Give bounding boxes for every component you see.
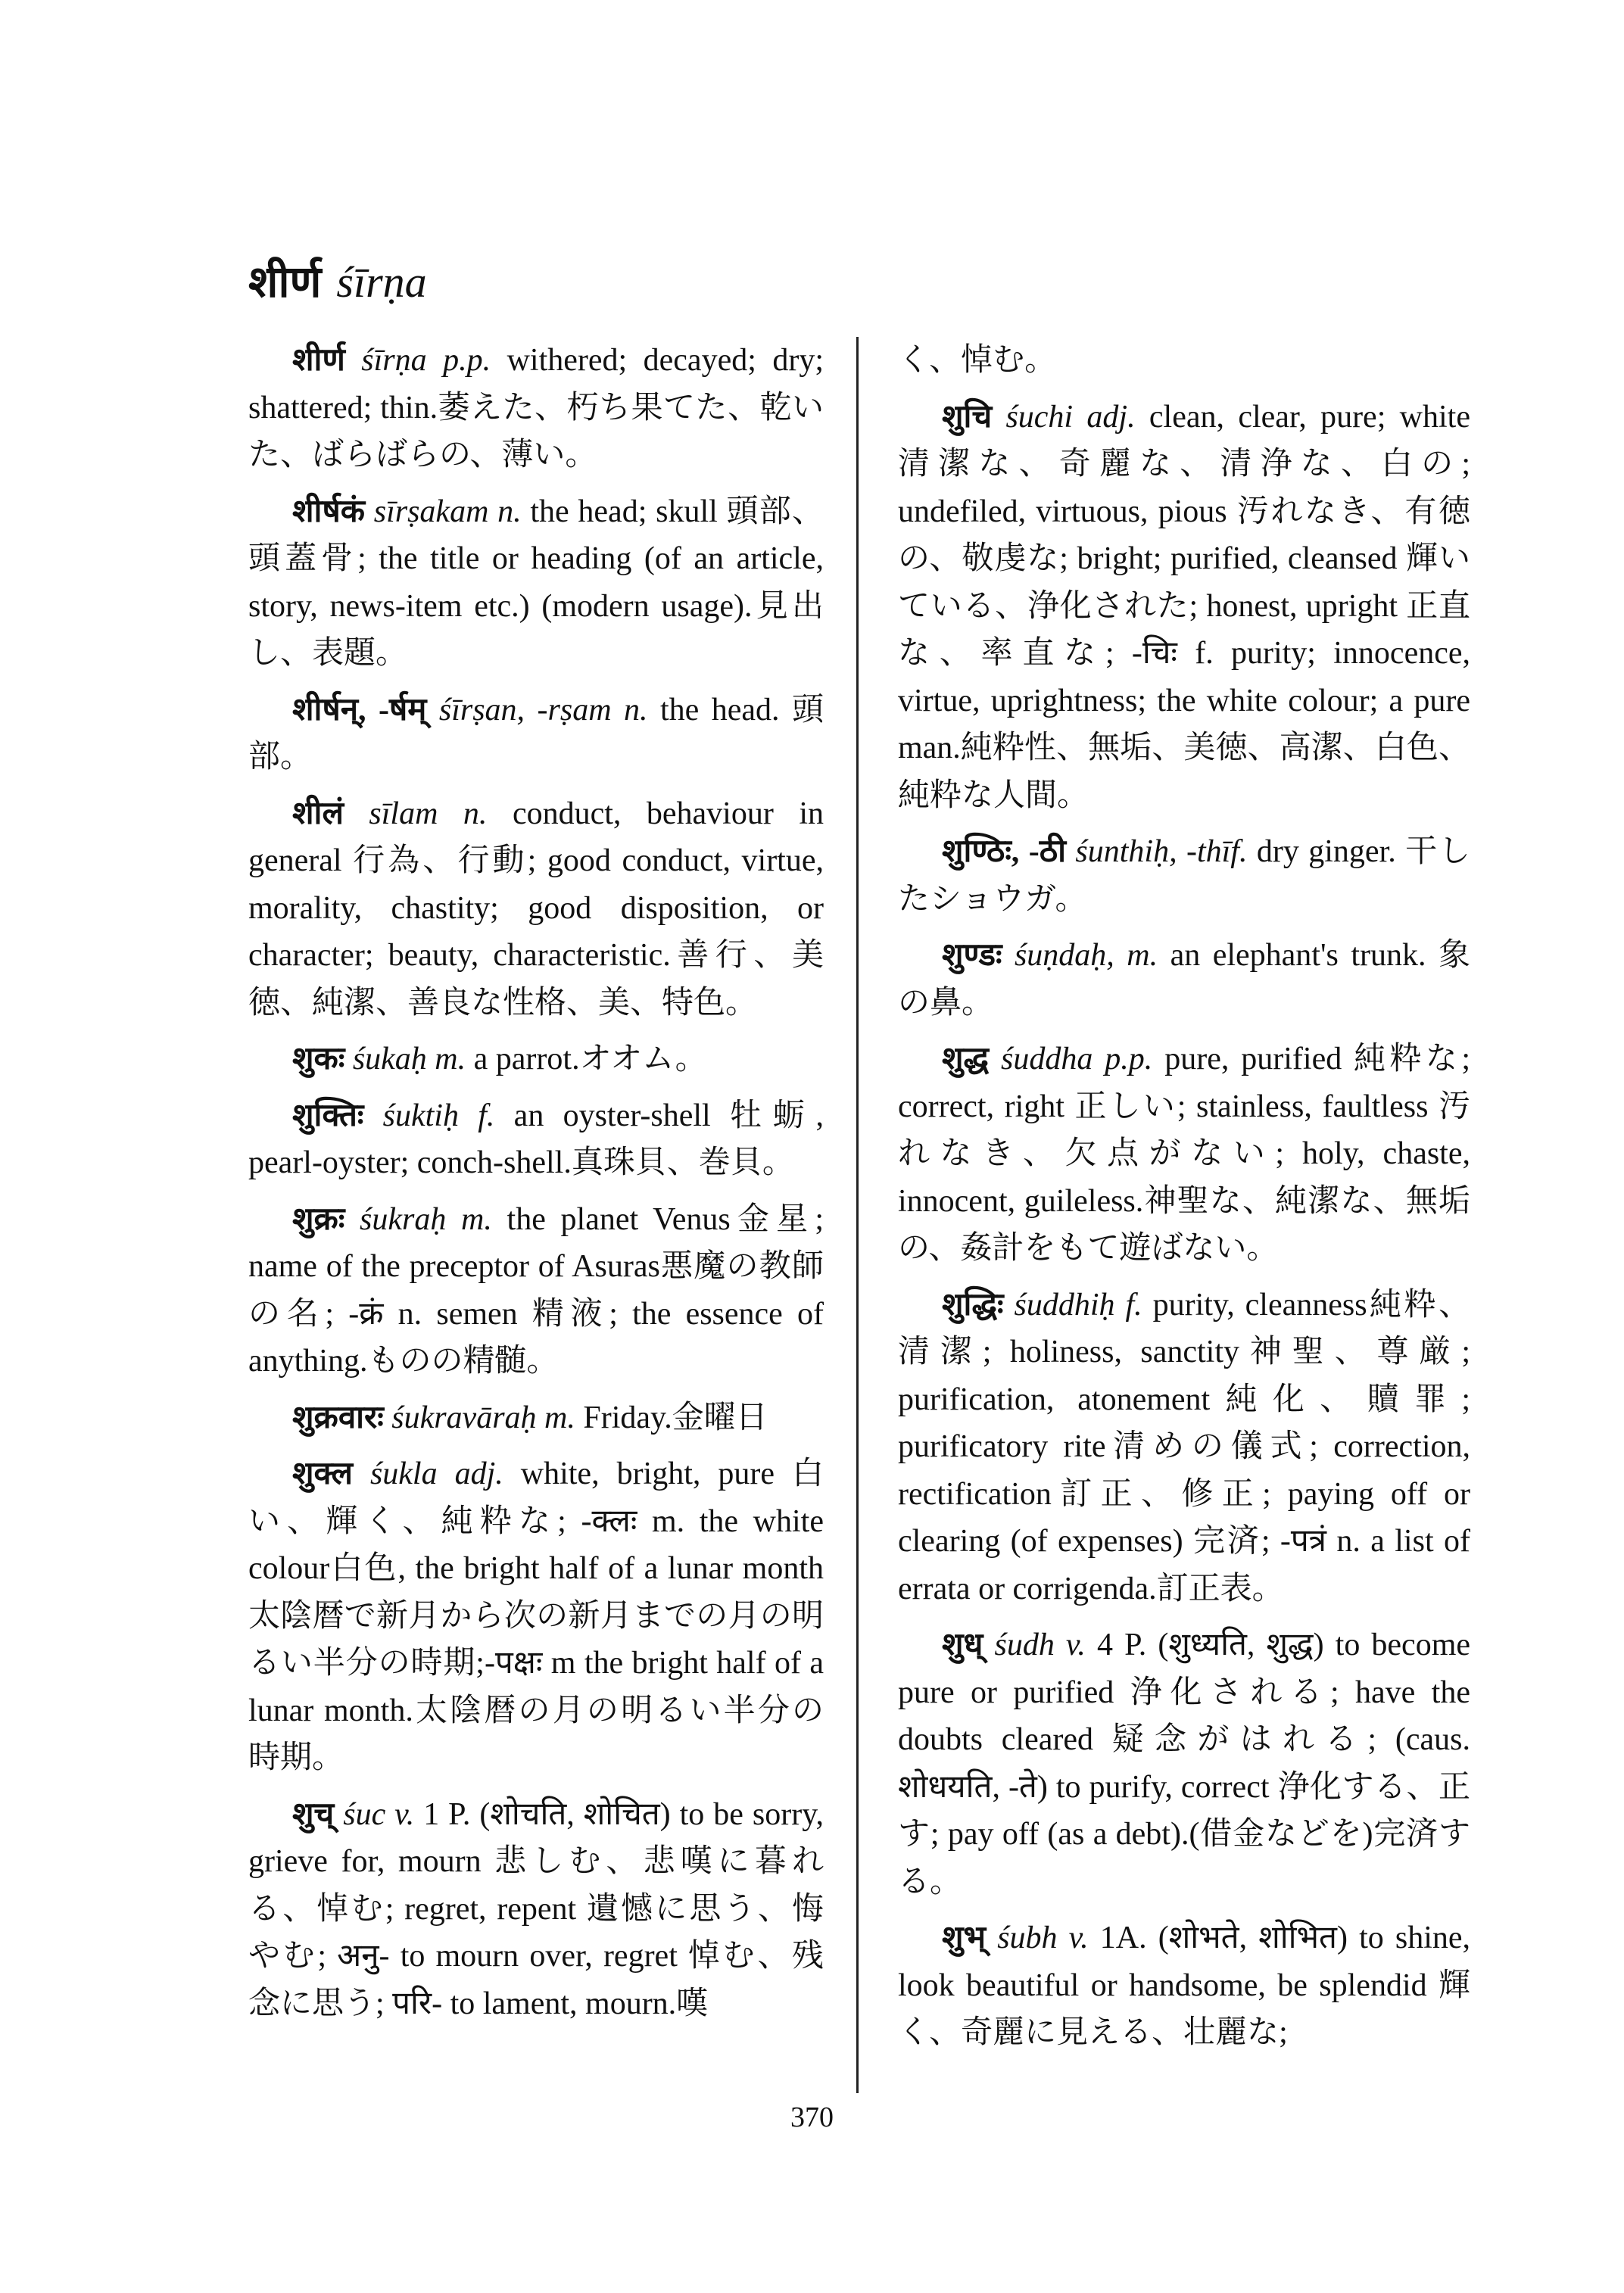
entry-transliteration: śīrṇa p.p. [361,343,491,378]
entry-definition: the head; skull 頭部、頭蓋骨; the title or heading (of an article, story, news-item etc.) (modern usage).見出し、表題。 [248,494,824,671]
entry-definition: the planet Venus金星; name of the preceptor of Asuras悪魔の教師の名; -क्रं n. semen 精液; the essence of anything.ものの精髄。 [248,1201,824,1379]
page-number: 370 [790,2101,834,2133]
entry-headword: शुध् [942,1628,983,1662]
dictionary-entry [248,337,824,479]
entry-headword: शुद्ध [942,1042,990,1076]
entry-transliteration: śuddha p.p. [1001,1042,1153,1076]
entry-definition: white, bright, pure 白い、輝く、純粋な; -क्लः m. the white colour白色, the bright half of a lunar month太陰暦で新月から次の新月までの月の明るい半分の時期;-पक्षः m the bright half of a lunar month.太陰暦の月の明るい半分の時期。 [248,1456,824,1775]
heading-headword: शीर्ण [248,257,322,307]
entry-headword: शुचि [942,399,993,435]
entry-transliteration: śuc v. [343,1796,415,1832]
entry-headword: शुक्तिः [292,1098,364,1133]
dictionary-entry [898,1622,1470,1905]
dictionary-entry [248,790,824,1027]
entry-transliteration: śuchi adj. [1005,399,1136,435]
entry-definition: an elephant's trunk. 象の鼻。 [898,938,1470,1020]
column-divider [856,337,859,2093]
dictionary-entry [248,1036,824,1083]
entry-headword: शुण्ठिः, -ठी [942,834,1066,869]
entry-definition: 4 P. (शुध्यति, शुद्ध) to become pure or purified 浄化される; have the doubts cleared 疑念がはれる; (caus. शोधयति, -ते) to purify, correct 浄化する、正す; pay off (as a debt).(借金などを)完済する。 [898,1628,1471,1899]
dictionary-entry [248,488,824,678]
entry-definition: pure, purified 純粋な; correct, right 正しい; stainless, faultless 汚れなき、欠点がない; holy, chaste, innocent, guileless.神聖な、純潔な、無垢の、姦計をもて遊ばない。 [898,1042,1471,1266]
entry-transliteration: śudh v. [994,1628,1086,1662]
entry-transliteration: śubh v. [997,1921,1089,1955]
dictionary-entry [248,687,824,781]
dictionary-entry [898,828,1470,923]
entry-definition: a parrot.オオム。 [466,1042,707,1076]
dictionary-entry [248,1092,824,1187]
dictionary-entry [898,337,1470,385]
entry-transliteration: sīrṣakam n. [373,494,522,529]
dictionary-entry [898,394,1470,820]
entry-headword: शीलं [292,796,344,831]
entry-definition: Friday.金曜日 [575,1400,768,1435]
dictionary-entry [248,1450,824,1782]
entry-transliteration: śukraḥ m. [360,1201,492,1237]
entry-definition: 1 P. (शोचति, शोचित) to be sorry, grieve for, mourn 悲しむ、悲嘆に暮れる、悼む; regret, repent 遺憾に思う、悔やむ; अनु- to mourn over, regret 悼む、残念に思う; परि- to lament, mourn.嘆 [248,1796,824,2021]
entry-transliteration: śuṇdaḥ, m. [1014,938,1158,973]
entry-definition: the head. 頭部。 [248,692,824,774]
entry-headword: शीर्ण [292,343,345,378]
entry-transliteration: śukla adj. [369,1456,503,1491]
entry-transliteration: śuddhiḥ f. [1014,1287,1142,1323]
entry-definition: purity, cleanness純粋、清潔; holiness, sanctity神聖、尊厳; purification, atonement純化、贖罪; purificatory rite清めの儀式; correction, rectification訂正、修正; paying off or clearing (of expenses) 完済; -पत्रं n. a list of errata or corrigenda.訂正表。 [898,1287,1471,1606]
entry-definition: an oyster-shell 牡蛎, pearl-oyster; conch-shell.真珠貝、巻貝。 [248,1098,824,1180]
dictionary-entry [898,932,1470,1027]
dictionary-entry [248,1394,824,1442]
entry-definition: conduct, behaviour in general 行為、行動; good conduct, virtue, morality, chastity; good disposition, or character; beauty, characteristic.善行、美徳、純潔、善良な性格、美、特色。 [248,796,824,1020]
dictionary-entry [898,1914,1470,2057]
entry-transliteration: sīlam n. [369,796,488,831]
right-column [898,337,1470,2066]
entry-headword: शुक्रवारः [292,1400,384,1435]
entry-headword: शीर्षन्, -र्षम् [292,692,427,727]
entry-headword: शुभ् [942,1921,987,1955]
dictionary-entry [248,1196,824,1385]
entry-headword: शुक्रः [292,1201,345,1237]
entry-headword: शीर्षकं [292,494,365,529]
heading-transliteration: śīrṇa [336,257,427,307]
entry-definition: く、悼む。 [898,343,1057,378]
entry-definition: clean, clear, pure; white 清潔な、奇麗な、清浄な、白の; undefiled, virtuous, pious 汚れなき、有徳の、敬虔な; bright; purified, cleansed 輝いている、浄化された; honest, upright 正直な、率直な; -चिः f. purity; innocence, virtue, uprightness; the white colour; a pure man.純粋性、無垢、美徳、高潔、白色、純粋な人間。 [898,399,1470,813]
entry-headword: शुक्ल [292,1456,353,1491]
entry-transliteration: śukravāraḥ m. [391,1400,575,1435]
entry-definition: dry ginger. 干したショウガ。 [898,834,1471,917]
dictionary-entry [898,1036,1470,1273]
entry-headword: शुकः [292,1042,345,1076]
entry-headword: शुद्धिः [942,1287,1004,1323]
entry-headword: शुच् [292,1796,335,1832]
entry-transliteration: śunthiḥ, -thīf. [1075,834,1248,869]
dictionary-entry [248,1791,824,2028]
entry-definition: 1A. (शोभते, शोभित) to shine, look beautiful or handsome, be splendid 輝く、奇麗に見える、壮麗な; [898,1921,1471,2050]
page-heading [248,256,427,309]
entry-headword: शुण्डः [942,938,1002,973]
dictionary-entry [898,1282,1470,1613]
entry-transliteration: śīrṣan, -rṣam n. [438,692,648,727]
left-column [248,337,824,2036]
entry-transliteration: śukaḥ m. [352,1042,466,1076]
entry-definition: withered; decayed; dry; shattered; thin.萎えた、朽ち果てた、乾いた、ばらばらの、薄い。 [248,343,824,472]
entry-transliteration: śuktiḥ f. [382,1098,495,1133]
